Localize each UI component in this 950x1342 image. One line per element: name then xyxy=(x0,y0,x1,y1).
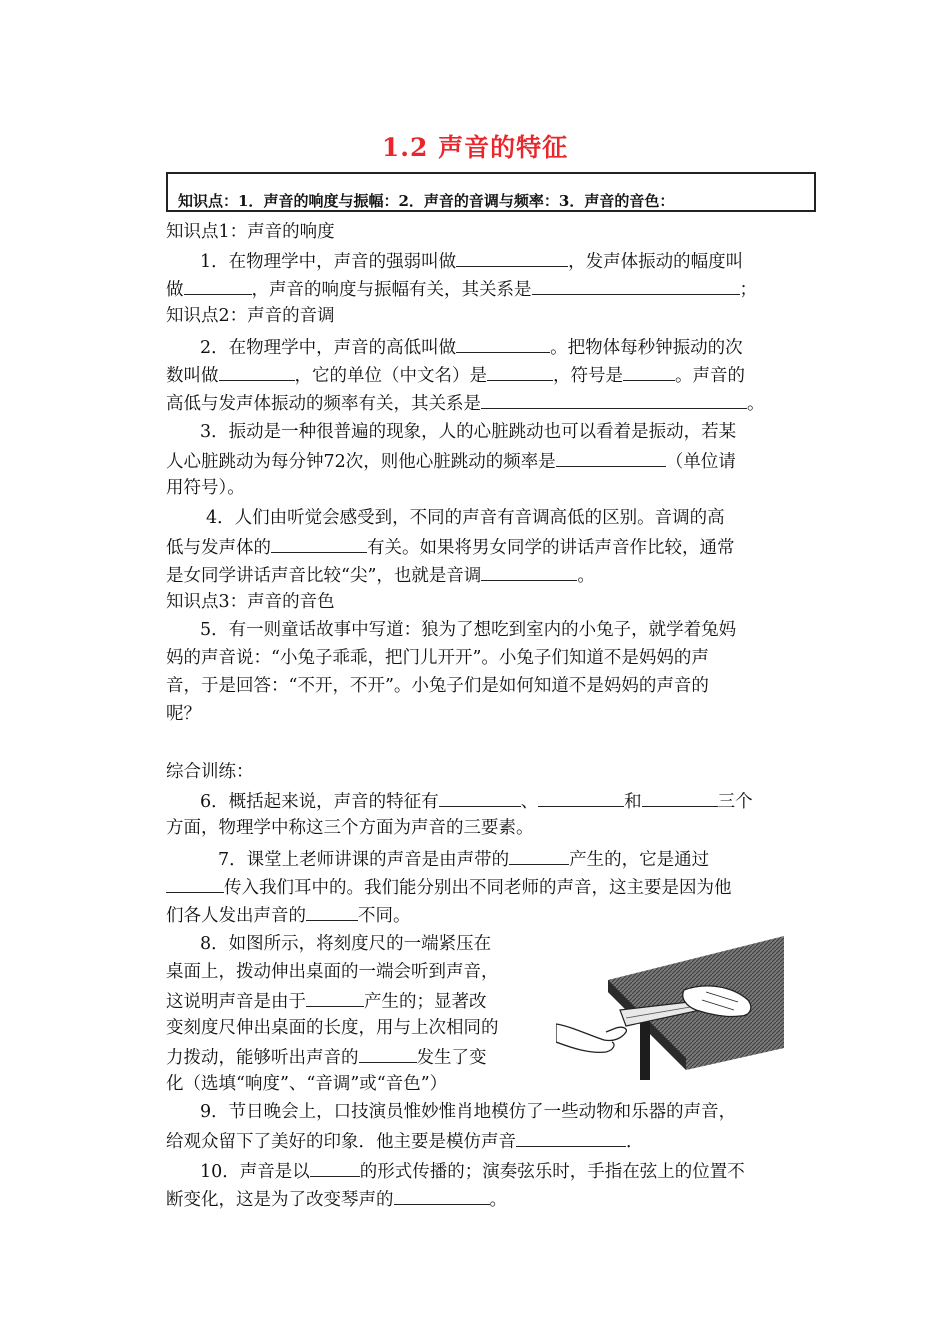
answer-blank[interactable] xyxy=(556,448,666,467)
answer-blank[interactable] xyxy=(642,788,718,807)
answer-blank[interactable] xyxy=(184,276,252,295)
section-heading-timbre: 知识点3：声音的音色 xyxy=(166,592,335,612)
question-2-line-1: 2．在物理学中，声音的高低叫做 。把物体每秒钟振动的次 xyxy=(200,334,743,360)
answer-blank[interactable] xyxy=(271,534,367,553)
section-heading-loudness: 知识点1：声音的响度 xyxy=(166,222,335,242)
question-4-line-2: 低与发声体的 有关。如果将男女同学的讲话声音作比较，通常 xyxy=(166,534,735,560)
question-10-line-1: 10．声音是以 的形式传播的；演奏弦乐时，手指在弦上的位置不 xyxy=(200,1158,745,1184)
question-5-line-1: 5．有一则童话故事中写道：狼为了想吃到室内的小兔子，就学着兔妈 xyxy=(200,620,737,640)
answer-blank[interactable] xyxy=(306,902,358,921)
question-8-line-1: 8．如图所示，将刻度尺的一端紧压在 xyxy=(200,934,492,954)
question-3-line-3: 用符号）。 xyxy=(166,478,245,498)
table-leg xyxy=(640,1016,650,1080)
question-9-line-2: 给观众留下了美好的印象．他主要是模仿声音 ． xyxy=(166,1128,644,1154)
answer-blank[interactable] xyxy=(310,1158,360,1177)
question-3-line-2: 人心脏跳动为每分钟72次，则他心脏跳动的频率是 （单位请 xyxy=(166,448,736,474)
question-7-line-3: 们各人发出声音的 不同。 xyxy=(166,902,411,928)
answer-blank[interactable] xyxy=(456,334,550,353)
question-3-line-1: 3．振动是一种很普遍的现象，人的心脏跳动也可以看着是振动，若某 xyxy=(200,422,737,442)
question-9-line-1: 9．节日晚会上，口技演员惟妙惟肖地模仿了一些动物和乐器的声音， xyxy=(200,1102,737,1122)
question-2-line-2: 数叫做 ，它的单位（中文名）是 ，符号是 。声音的 xyxy=(166,362,745,388)
section-heading-pitch: 知识点2：声音的音调 xyxy=(166,306,335,326)
answer-blank[interactable] xyxy=(509,846,569,865)
ruler-on-table-figure xyxy=(556,930,784,1080)
plucking-hand xyxy=(556,1024,626,1041)
question-8-line-2: 桌面上，拨动伸出桌面的一端会听到声音， xyxy=(166,962,499,982)
answer-blank[interactable] xyxy=(219,362,295,381)
section-heading-training: 综合训练： xyxy=(166,762,254,782)
answer-blank[interactable] xyxy=(456,248,568,267)
question-5-line-2: 妈的声音说：“小兔子乖乖，把门儿开开”。小兔子们知道不是妈妈的声 xyxy=(166,648,709,668)
question-2-line-3: 高低与发声体振动的频率有关，其关系是 。 xyxy=(166,390,765,416)
question-7-line-1: 7．课堂上老师讲课的声音是由声带的 产生的，它是通过 xyxy=(218,846,709,872)
question-4-line-1: 4．人们由听觉会感受到，不同的声音有音调高低的区别。音调的高 xyxy=(206,508,725,528)
question-4-line-3: 是女同学讲话声音比较“尖”，也就是音调 。 xyxy=(166,562,595,588)
answer-blank[interactable] xyxy=(623,362,675,381)
question-6-line-1: 6．概括起来说，声音的特征有 、 和 三个 xyxy=(200,788,753,814)
question-6-line-2: 方面，物理学中称这三个方面为声音的三要素。 xyxy=(166,818,534,838)
answer-blank[interactable] xyxy=(516,1128,626,1147)
question-1-line-2: 做 ，声音的响度与振幅有关，其关系是 ； xyxy=(166,276,757,302)
question-8-line-6: 化（选填“响度”、“音调”或“音色”） xyxy=(166,1074,448,1094)
answer-blank[interactable] xyxy=(481,562,577,581)
answer-blank[interactable] xyxy=(359,1044,417,1063)
answer-blank[interactable] xyxy=(166,874,224,893)
question-8-line-5: 力拨动，能够听出声音的 发生了变 xyxy=(166,1044,487,1070)
answer-blank[interactable] xyxy=(532,276,740,295)
knowledge-box-text: 知识点：1．声音的响度与振幅：2．声音的音调与频率：3．声音的音色： xyxy=(178,192,675,210)
question-7-line-2: 传入我们耳中的。我们能分别出不同老师的声音，这主要是因为他 xyxy=(166,874,732,900)
answer-blank[interactable] xyxy=(439,788,521,807)
answer-blank[interactable] xyxy=(481,390,747,409)
question-1-line-1: 1．在物理学中，声音的强弱叫做 ，发声体振动的幅度叫 xyxy=(200,248,743,274)
question-5-line-3: 音，于是回答：“不开，不开”。小兔子们是如何知道不是妈妈的声音的 xyxy=(166,676,709,696)
answer-blank[interactable] xyxy=(487,362,553,381)
question-10-line-2: 断变化，这是为了改变琴声的 。 xyxy=(166,1186,507,1212)
question-8-line-4: 变刻度尺伸出桌面的长度，用与上次相同的 xyxy=(166,1018,499,1038)
page-title: 1.2 声音的特征 xyxy=(381,133,569,162)
question-5-line-4: 呢？ xyxy=(166,704,201,724)
answer-blank[interactable] xyxy=(394,1186,490,1205)
question-8-line-3: 这说明声音是由于 产生的；显著改 xyxy=(166,988,487,1014)
answer-blank[interactable] xyxy=(306,988,364,1007)
answer-blank[interactable] xyxy=(538,788,624,807)
